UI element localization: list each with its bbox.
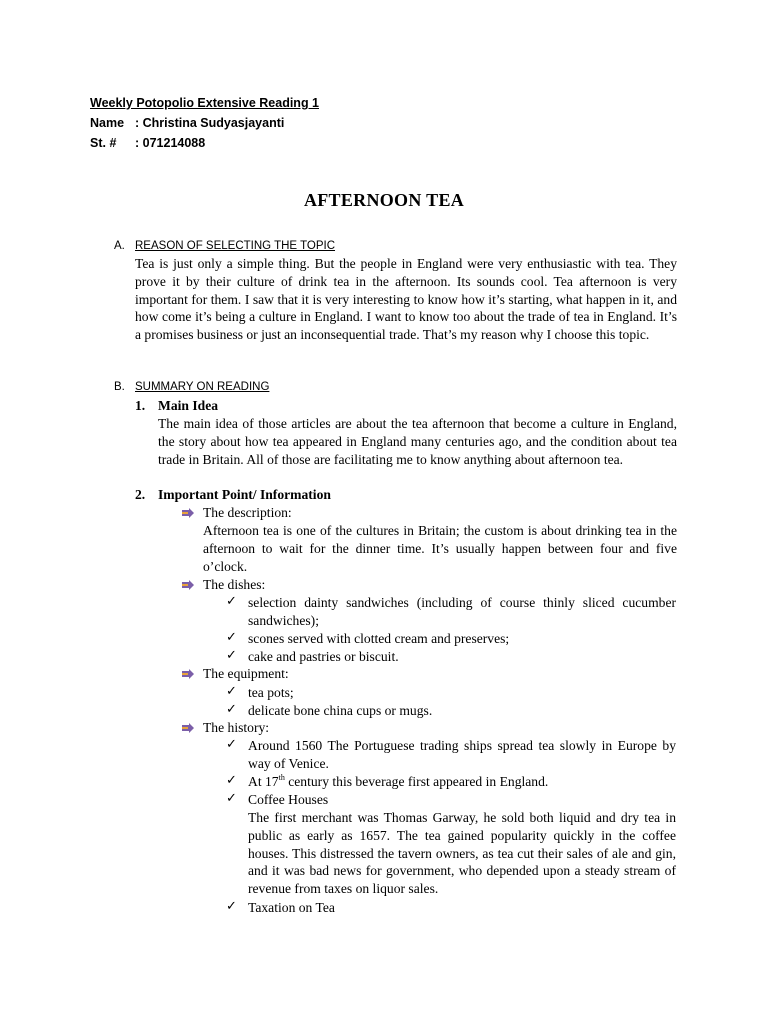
- student-number-row: [90, 133, 319, 153]
- important-number: 2.: [135, 487, 146, 502]
- equipment-label: The equipment:: [203, 666, 289, 681]
- section-a-body: Tea is just only a simple thing. But the people in England were very enthusiastic with tea. They prove it by their culture of drink tea in the afternoon. Its sounds cool. Tea afternoon is very important for them. I saw that it is very interesting to know how it’s starting, what happen in it, and how come it’s being a culture in England. I want to know too about the trade of tea in England. It’s a promises business or just an inconsequential trade. That’s my reason why I choose this topic.: [135, 256, 677, 343]
- history-item-body: The first merchant was Thomas Garway, he sold both liquid and dry tea in public as early as 1657. The tea gained popularity quickly in the coffee houses. This distressed the tavern owners, as tea cut their sales of ale and gin, and it was bad news for government, who depended upon a steady stream of revenue from taxes on liquor sales.: [248, 810, 676, 897]
- name-label: Name: [90, 116, 125, 130]
- arrow-bullet-icon: [182, 669, 194, 679]
- section-a-letter: A.: [114, 240, 125, 252]
- arrow-bullet-icon: [182, 508, 194, 518]
- document-header: [90, 93, 319, 153]
- dish-item: cake and pastries or biscuit.: [248, 649, 399, 664]
- page-title: AFTERNOON TEA: [303, 190, 465, 210]
- checkmark-icon: ✓: [226, 899, 237, 914]
- dish-item: selection dainty sandwiches (including of course thinly sliced cucumber sandwiches);: [248, 595, 676, 628]
- history-century-post: century this beverage first appeared in England.: [284, 774, 549, 789]
- arrow-bullet-icon: [182, 580, 194, 590]
- portfolio-title: Weekly Potopolio Extensive Reading 1: [90, 96, 319, 110]
- checkmark-icon: ✓: [226, 737, 237, 752]
- checkmark-icon: ✓: [226, 684, 237, 699]
- important-heading: Important Point/ Information: [158, 487, 331, 502]
- equipment-item: tea pots;: [248, 685, 294, 700]
- section-b-heading: SUMMARY ON READING: [135, 381, 270, 393]
- checkmark-icon: ✓: [226, 791, 237, 806]
- arrow-bullet-icon: [182, 723, 194, 733]
- checkmark-icon: ✓: [226, 648, 237, 663]
- main-idea-body: The main idea of those articles are about the tea afternoon that become a culture in England, the story about how tea appeared in England many centuries ago, and the condition about tea trade in Britain. All of those are facilitating me to know anything about afternoon tea.: [158, 416, 677, 467]
- dishes-label: The dishes:: [203, 577, 266, 592]
- section-a-heading: REASON OF SELECTING THE TOPIC: [135, 240, 336, 252]
- history-item: Around 1560 The Portuguese trading ships spread tea slowly in Europe by way of Venice.: [248, 738, 676, 771]
- checkmark-icon: ✓: [226, 773, 237, 788]
- history-century-sup: th: [278, 773, 285, 782]
- history-item-title: Coffee Houses: [248, 792, 329, 807]
- equipment-item: delicate bone china cups or mugs.: [248, 703, 433, 718]
- main-idea-heading: Main Idea: [158, 398, 219, 413]
- description-body: Afternoon tea is one of the cultures in Britain; the custom is about drinking tea in the afternoon to wait for the dinner time. It’s usually happen between four and five o’clock.: [203, 523, 677, 574]
- history-item: [248, 773, 676, 791]
- student-number-value: : 071214088: [135, 136, 206, 150]
- main-idea-number: 1.: [135, 398, 146, 413]
- name-row: [90, 113, 319, 133]
- history-item: Taxation on Tea: [248, 900, 335, 915]
- checkmark-icon: ✓: [226, 702, 237, 717]
- history-label: The history:: [203, 720, 270, 735]
- description-label: The description:: [203, 505, 292, 520]
- section-b-letter: B.: [114, 381, 125, 393]
- checkmark-icon: ✓: [226, 594, 237, 609]
- checkmark-icon: ✓: [226, 630, 237, 645]
- dish-item: scones served with clotted cream and preserves;: [248, 631, 510, 646]
- name-value: : Christina Sudyasjayanti: [135, 116, 285, 130]
- student-number-label: St. #: [90, 136, 117, 150]
- history-century-pre: At 17: [248, 774, 279, 789]
